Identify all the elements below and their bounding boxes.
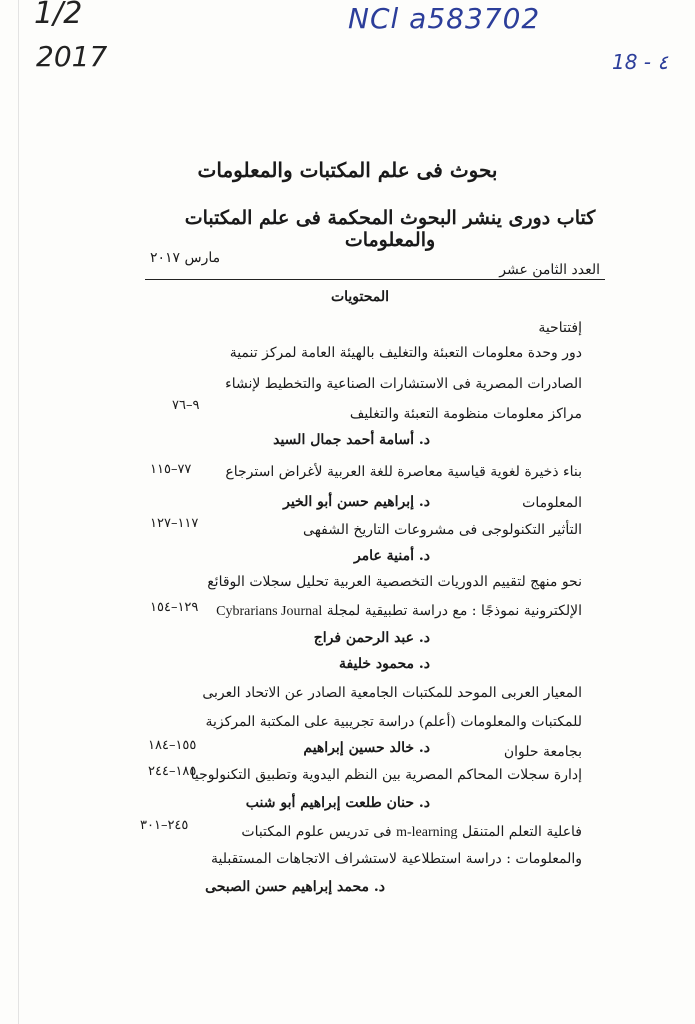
toc-article-5-line-3: بجامعة حلوان (503, 744, 582, 760)
toc-article-4-journal-name: Cybrarians Journal (216, 604, 323, 619)
issue-number: العدد الثامن عشر (499, 262, 600, 278)
toc-article-1-line-2: الصادرات المصرية فى الاستشارات الصناعية والتخطيط لإنشاء (225, 376, 582, 392)
toc-article-5-line-2: للمكتبات والمعلومات (أعلم) دراسة تجريبية على المكتبة المركزية (205, 714, 582, 730)
toc-article-6-pages: ١٨٥–٢٤٤ (148, 764, 197, 779)
handwritten-number: 18 - ٤ (612, 50, 669, 74)
toc-article-4-author-1: د. عبد الرحمن فراج (313, 630, 430, 646)
toc-article-6-line-1: إدارة سجلات المحاكم المصرية بين النظم اليدوية وتطبيق التكنولوجيا (190, 767, 582, 783)
toc-article-7-author: د. محمد إبراهيم حسن الصبحى (205, 879, 385, 895)
toc-intro: إفتتاحية (538, 320, 582, 336)
toc-article-4-line-2-ar: الإلكترونية نموذجًا : مع دراسة تطبيقية لمجلة (326, 603, 582, 619)
toc-article-7-line-1 (241, 824, 582, 841)
issue-date: مارس ٢٠١٧ (150, 250, 221, 266)
toc-article-5-pages: ١٥٥–١٨٤ (148, 738, 197, 753)
toc-article-3-author: د. أمنية عامر (353, 548, 430, 564)
toc-article-7-line-2: والمعلومات : دراسة استطلاعية لاستشراف الاتجاهات المستقبلية (211, 851, 582, 867)
toc-article-1-line-1: دور وحدة معلومات التعبئة والتغليف بالهيئة العامة لمركز تنمية (229, 345, 582, 361)
toc-article-7-pages: ٢٤٥–٣٠١ (140, 818, 189, 833)
toc-article-1-line-3: مراكز معلومات منظومة التعبئة والتغليف (349, 406, 582, 422)
toc-article-2-author: د. إبراهيم حسن أبو الخير (283, 494, 430, 510)
toc-article-5-author: د. خالد حسين إبراهيم (303, 740, 430, 756)
toc-article-5-line-1: المعيار العربى الموحد للمكتبات الجامعية الصادر عن الاتحاد العربى (202, 685, 582, 701)
contents-heading: المحتويات (330, 289, 390, 305)
toc-article-7-line-1-post: فى تدريس علوم المكتبات (241, 824, 392, 840)
toc-article-1-author: د. أسامة أحمد جمال السيد (273, 432, 430, 448)
toc-article-3-pages: ١١٧–١٢٧ (150, 516, 199, 531)
toc-article-4-line-2 (216, 603, 582, 620)
journal-title: بحوث فى علم المكتبات والمعلومات (197, 158, 498, 182)
handwritten-code: NCl a583702 (348, 2, 541, 35)
toc-article-7-term: m-learning (396, 825, 458, 840)
toc-article-2-line-2: المعلومات (522, 495, 582, 511)
toc-article-6-author: د. حنان طلعت إبراهيم أبو شنب (245, 795, 430, 811)
toc-article-4-line-1: نحو منهج لتقييم الدوريات التخصصية العربية تحليل سجلات الوقائع (207, 574, 582, 590)
toc-article-4-pages: ١٢٩–١٥٤ (150, 600, 199, 615)
toc-article-1-pages: ٩–٧٦ (172, 398, 200, 413)
toc-article-4-author-2: د. محمود خليفة (338, 656, 430, 672)
scan-edge (18, 0, 19, 1024)
toc-article-3-line-1: التأثير التكنولوجى فى مشروعات التاريخ الشفهى (303, 522, 582, 538)
header-rule (145, 279, 605, 280)
journal-subtitle: كتاب دورى ينشر البحوث المحكمة فى علم المكتبات والمعلومات (184, 207, 596, 251)
handwritten-year: 2017 (36, 40, 108, 73)
handwritten-fraction: 1/2 (34, 0, 83, 31)
toc-article-2-pages: ٧٧–١١٥ (150, 462, 192, 477)
toc-article-2-line-1: بناء ذخيرة لغوية قياسية معاصرة للغة العربية لأغراض استرجاع (225, 464, 582, 480)
toc-article-7-line-1-pre: فاعلية التعلم المتنقل (461, 824, 582, 840)
